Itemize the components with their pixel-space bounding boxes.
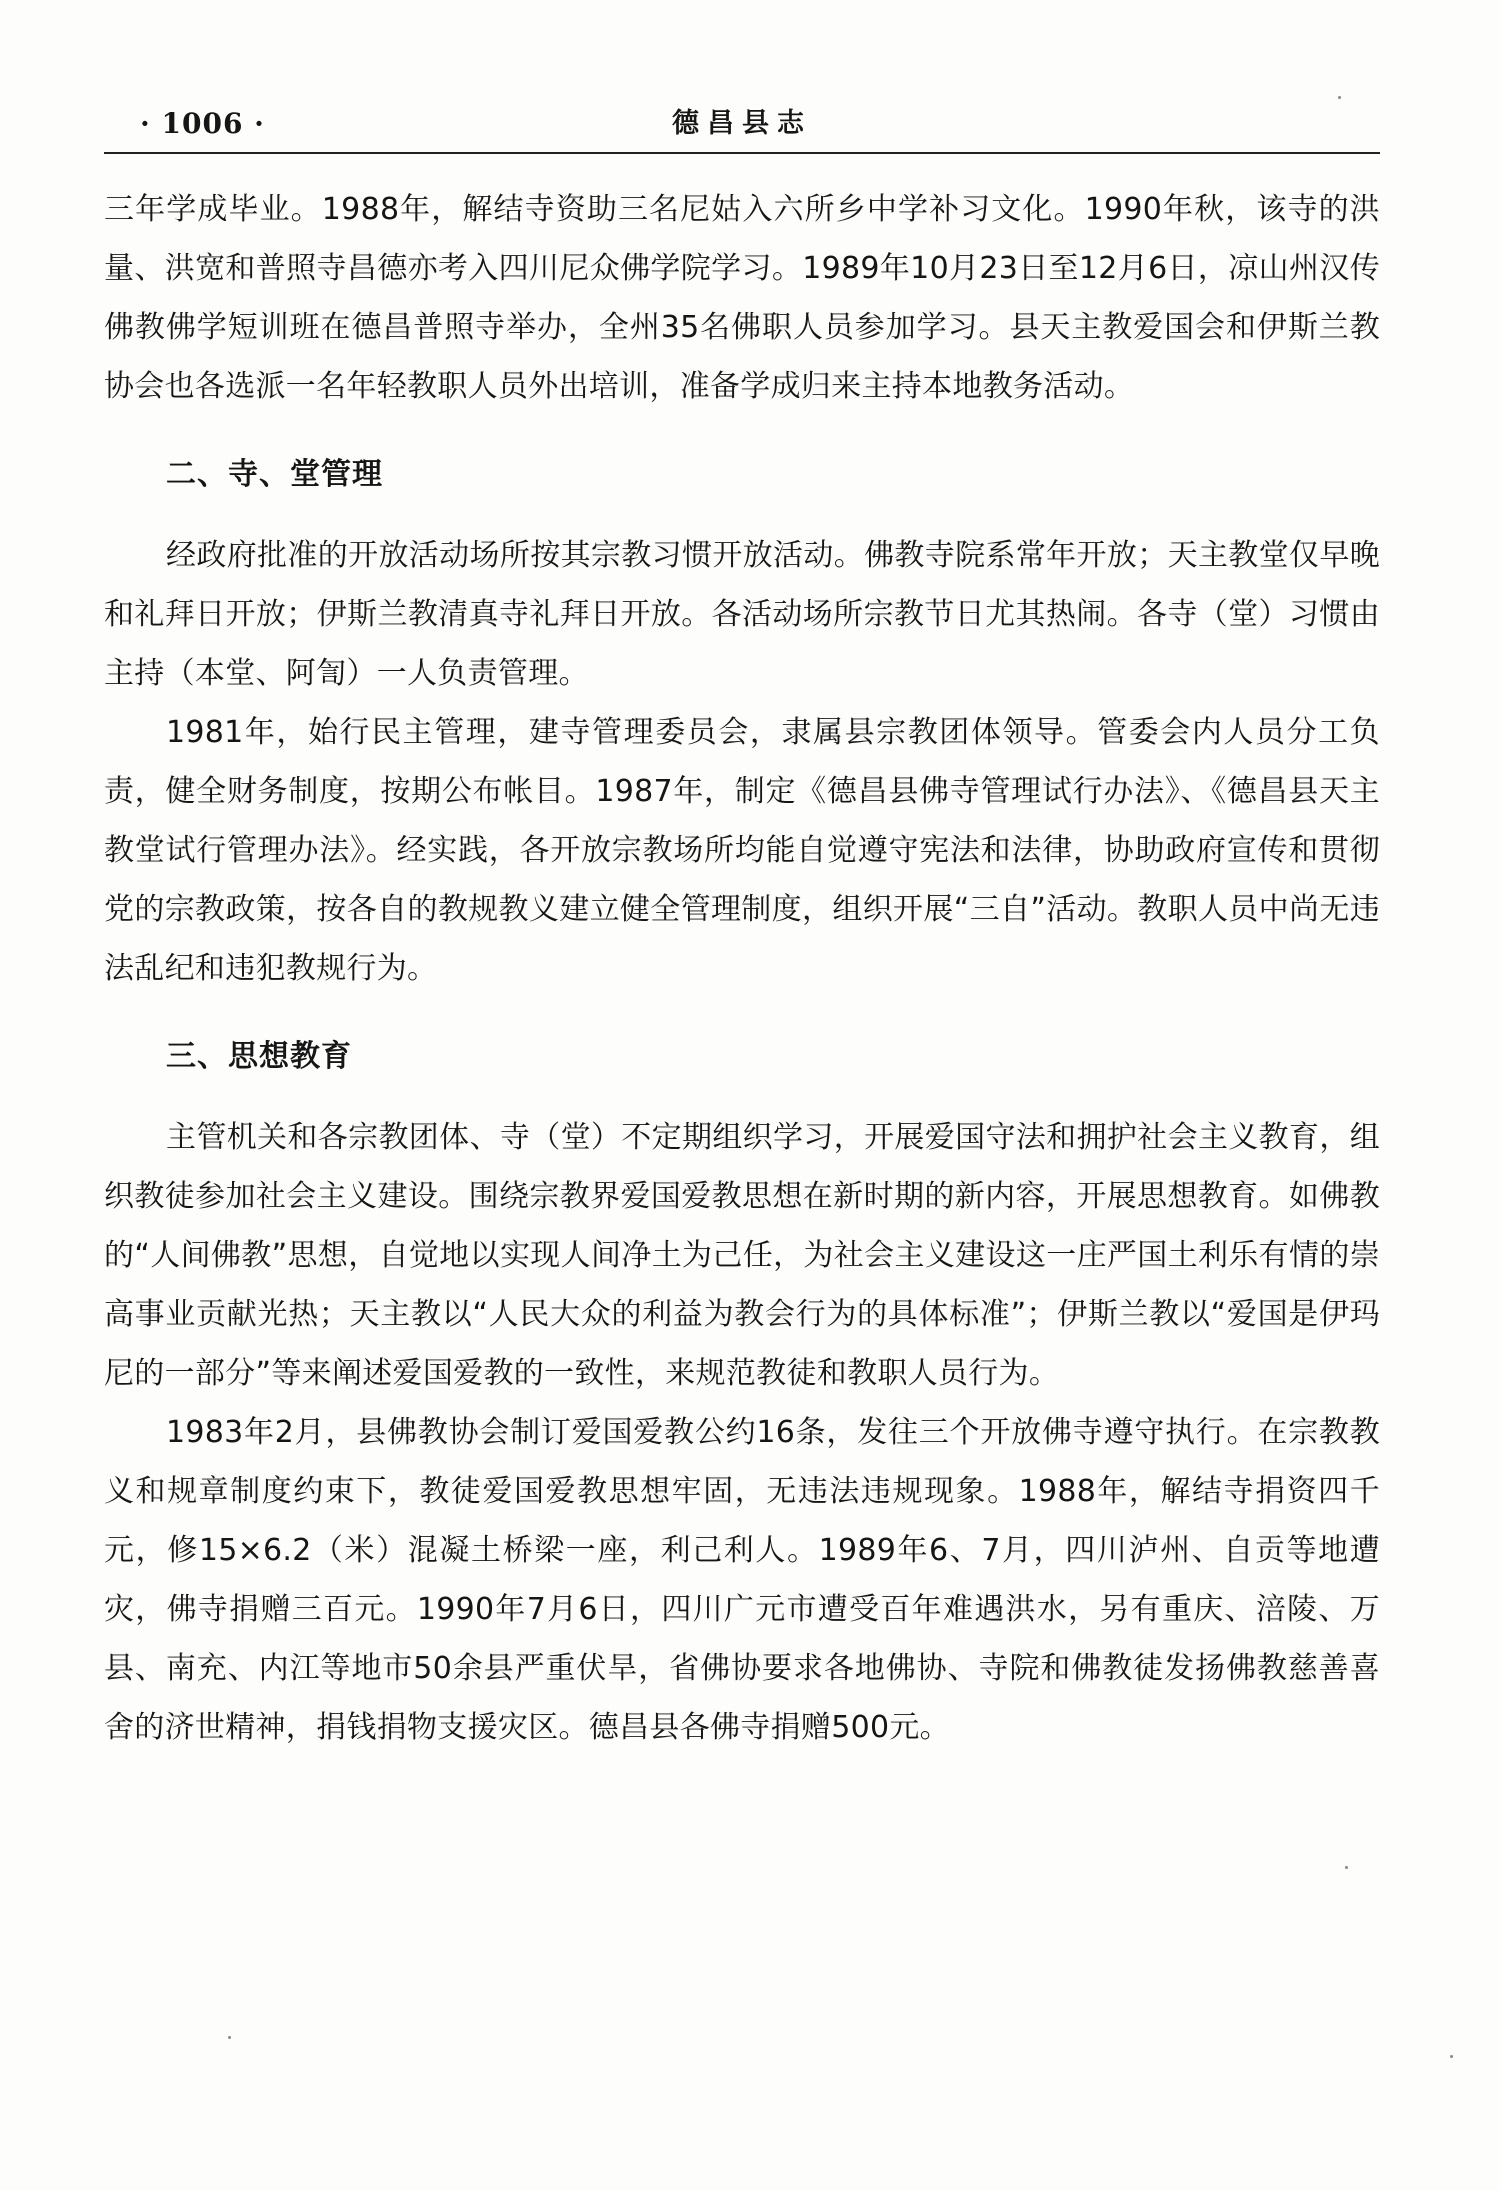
scan-speck <box>1345 1866 1348 1869</box>
page-header <box>104 104 1380 150</box>
scan-speck <box>1450 2055 1453 2058</box>
paragraph: 经政府批准的开放活动场所按其宗教习惯开放活动。佛教寺院系常年开放；天主教堂仅早晚和礼拜日开放；伊斯兰教清真寺礼拜日开放。各活动场所宗教节日尤其热闹。各寺（堂）习惯由主持（本堂、阿訇）一人负责管理。 <box>104 538 1380 691</box>
intro-paragraph: 三年学成毕业。1988年，解结寺资助三名尼姑入六所乡中学补习文化。1990年秋，该寺的洪量、洪宽和普照寺昌德亦考入四川尼众佛学院学习。1989年10月23日至12月6日，凉山州汉传佛教佛学短训班在德昌普照寺举办，全州35名佛职人员参加学习。县天主教爱国会和伊斯兰教协会也各选派一名年轻教职人员外出培训，准备学成归来主持本地教务活动。 <box>104 192 1380 404</box>
book-title: 德昌县志 <box>672 108 812 139</box>
section-heading-education: 三、思想教育 <box>166 1039 352 1074</box>
header-rule <box>104 152 1380 154</box>
paragraph: 1983年2月，县佛教协会制订爱国爱教公约16条，发往三个开放佛寺遵守执行。在宗教教义和规章制度约束下，教徒爱国爱教思想牢固，无违法违规现象。1988年，解结寺捐资四千元，修15×6.2（米）混凝土桥梁一座，利己利人。1989年6、7月，四川泸州、自贡等地遭灾，佛寺捐赠三百元。1990年7月6日，四川广元市遭受百年难遇洪水，另有重庆、涪陵、万县、南充、内江等地市50余县严重伏旱，省佛协要求各地佛协、寺院和佛教徒发扬佛教慈善喜舍的济世精神，捐钱捐物支援灾区。德昌县各佛寺捐赠500元。 <box>104 1415 1380 1745</box>
page-number: · 1006 · <box>140 107 265 140</box>
body-text <box>104 180 1380 1757</box>
scan-speck <box>228 2036 231 2039</box>
paragraph: 1981年，始行民主管理，建寺管理委员会，隶属县宗教团体领导。管委会内人员分工负责，健全财务制度，按期公布帐目。1987年，制定《德昌县佛寺管理试行办法》、《德昌县天主教堂试行管理办法》。经实践，各开放宗教场所均能自觉遵守宪法和法律，协助政府宣传和贯彻党的宗教政策，按各自的教规教义建立健全管理制度，组织开展“三自”活动。教职人员中尚无违法乱纪和违犯教规行为。 <box>104 715 1380 986</box>
scan-speck <box>1338 96 1341 99</box>
paragraph: 主管机关和各宗教团体、寺（堂）不定期组织学习，开展爱国守法和拥护社会主义教育，组织教徒参加社会主义建设。围绕宗教界爱国爱教思想在新时期的新内容，开展思想教育。如佛教的“人间佛教”思想，自觉地以实现人间净土为己任，为社会主义建设这一庄严国土利乐有情的崇高事业贡献光热；天主教以“人民大众的利益为教会行为的具体标准”；伊斯兰教以“爱国是伊玛尼的一部分”等来阐述爱国爱教的一致性，来规范教徒和教职人员行为。 <box>104 1120 1380 1391</box>
section-heading-management: 二、寺、堂管理 <box>166 457 383 492</box>
